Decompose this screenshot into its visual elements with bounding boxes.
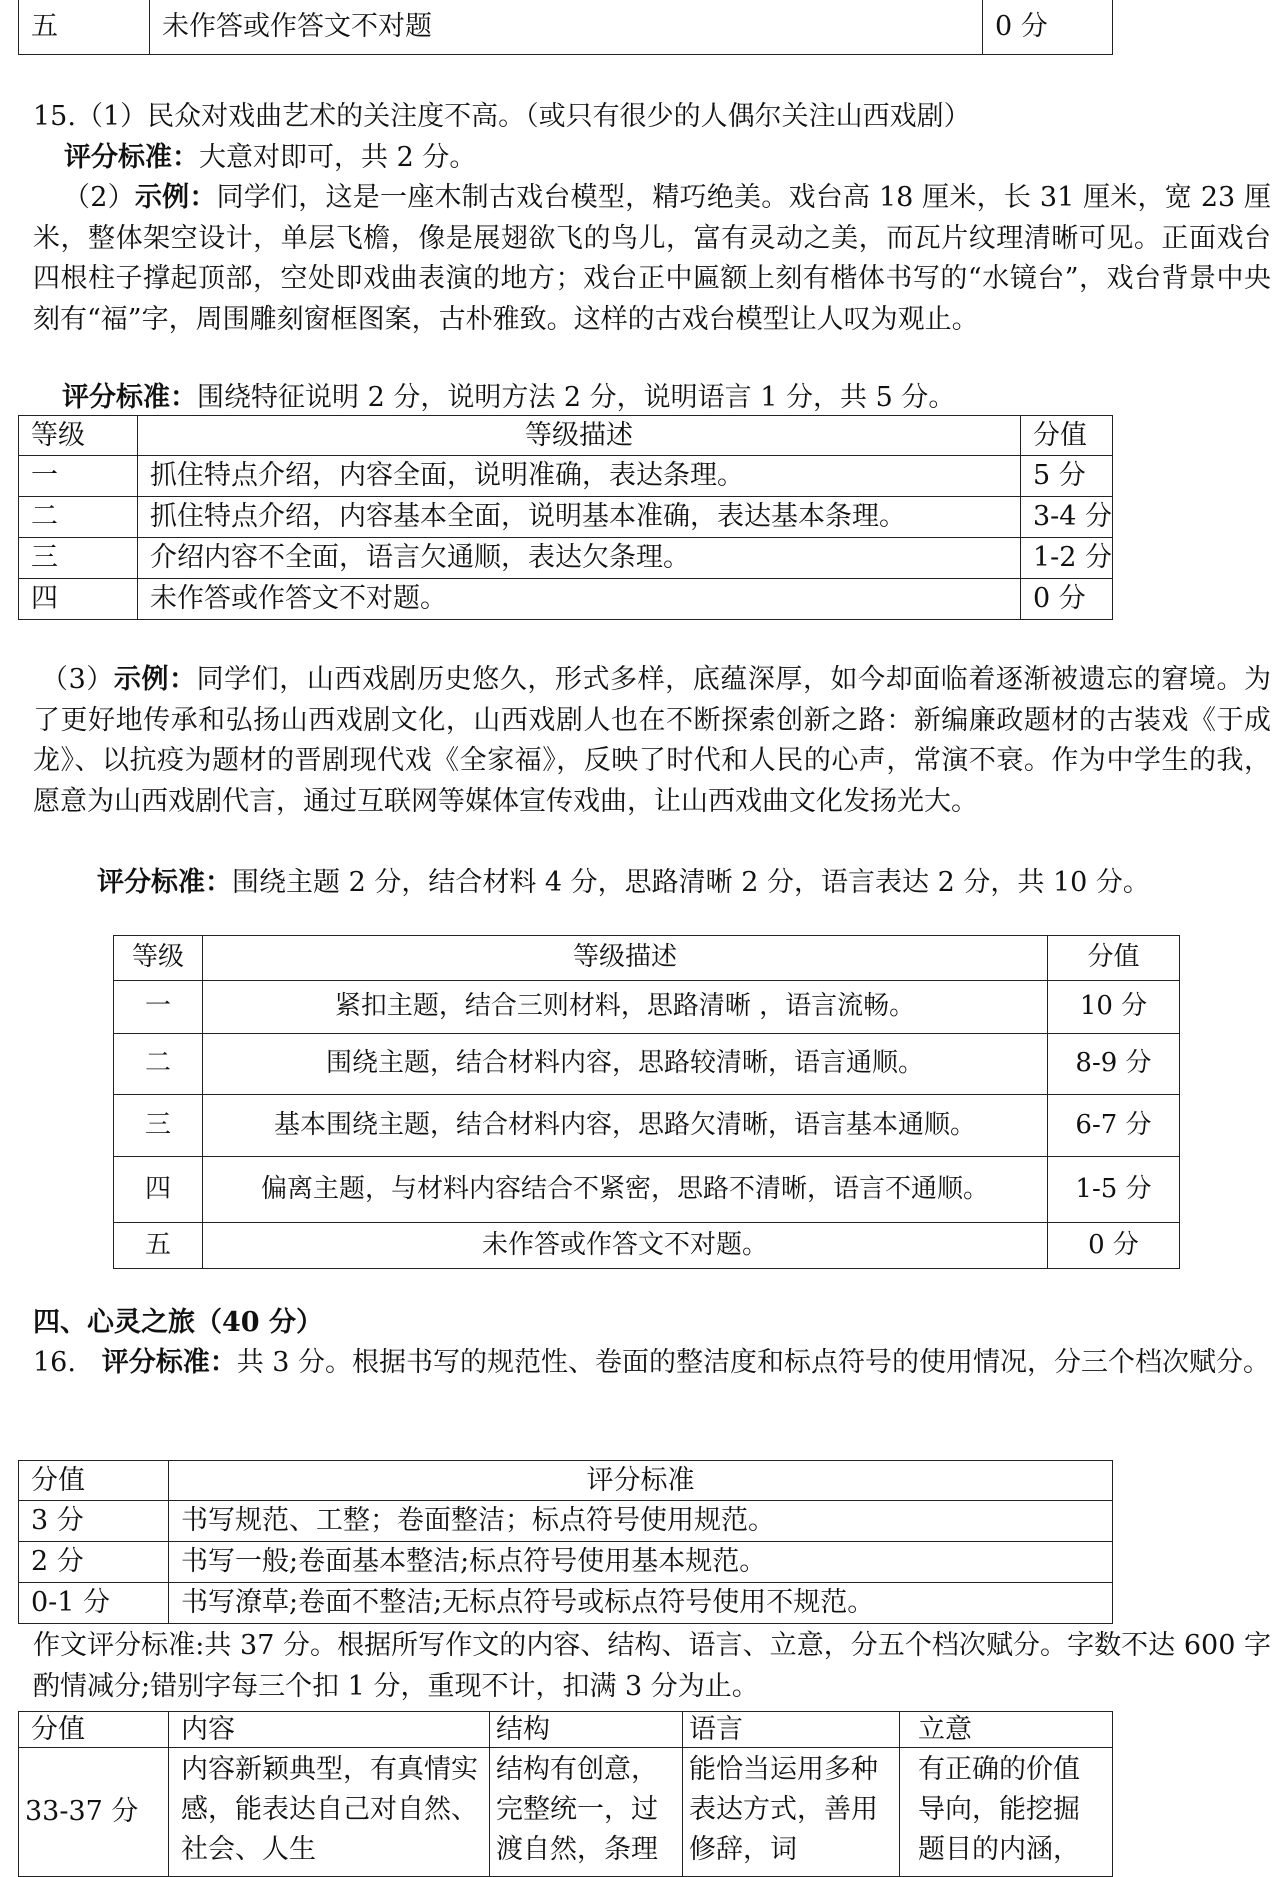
theme-cell: 有正确的价值导向，能挖掘题目的内涵， <box>900 1748 1113 1877</box>
content-cell: 内容新颖典型，有真情实感，能表达自己对自然、社会、人生 <box>169 1748 490 1877</box>
header-score: 分值 <box>19 1712 169 1748</box>
table-row <box>19 1542 1113 1583</box>
header-standard: 评分标准 <box>169 1461 1113 1501</box>
score-cell: 3-4 分 <box>1020 497 1112 538</box>
q15-part3-rule <box>97 863 1150 903</box>
table-row <box>19 579 1113 620</box>
header-score: 分值 <box>1020 416 1112 456</box>
table-header-row <box>19 1712 1113 1748</box>
section-title: 四、心灵之旅（40 分） <box>33 1307 323 1338</box>
grade-cell: 二 <box>19 497 138 538</box>
table-row <box>19 456 1113 497</box>
score-cell: 1-2 分 <box>1020 538 1112 579</box>
grade-cell: 三 <box>114 1095 203 1157</box>
desc-cell: 偏离主题，与材料内容结合不紧密，思路不清晰，语言不通顺。 <box>203 1157 1048 1223</box>
desc-cell: 围绕主题，结合材料内容，思路较清晰，语言通顺。 <box>203 1034 1048 1095</box>
header-content: 内容 <box>169 1712 490 1748</box>
table-row <box>19 1501 1113 1542</box>
language-cell: 能恰当运用多种表达方式，善用修辞，词 <box>683 1748 900 1877</box>
essay-rule: 作文评分标准:共 37 分。根据所写作文的内容、结构、语言、立意，分五个档次赋分。字数不达 600 字酌情减分;错别字每三个扣 1 分，重现不计，扣满 3 分为止。 <box>33 1630 1271 1702</box>
score-cell: 1-5 分 <box>1048 1157 1180 1223</box>
standard-cell: 书写一般;卷面基本整洁;标点符号使用基本规范。 <box>169 1542 1113 1583</box>
header-theme: 立意 <box>900 1712 1113 1748</box>
q15-part1-rule <box>64 138 476 178</box>
grade-cell: 五 <box>114 1223 203 1269</box>
table-row <box>19 0 1113 55</box>
rule-label: 评分标准： <box>64 142 199 173</box>
grade-cell: 三 <box>19 538 138 579</box>
structure-cell: 结构有创意，完整统一，过渡自然，条理 <box>490 1748 683 1877</box>
desc-cell: 抓住特点介绍，内容全面，说明准确，表达条理。 <box>137 456 1020 497</box>
rule-label: 评分标准： <box>97 867 232 898</box>
table-row <box>114 1034 1180 1095</box>
score-cell: 0 分 <box>1020 579 1112 620</box>
grade-cell: 四 <box>19 579 138 620</box>
essay-score-table <box>18 1711 1113 1877</box>
table-row <box>114 1223 1180 1269</box>
grade-cell: 一 <box>19 456 138 497</box>
q15-part2-grade-table <box>18 415 1113 620</box>
grade-cell: 一 <box>114 981 203 1034</box>
table-row <box>19 1583 1113 1624</box>
score-cell: 0 分 <box>1048 1223 1180 1269</box>
q16-rule <box>33 1343 1271 1384</box>
rule-label: 评分标准： <box>62 382 197 413</box>
header-score: 分值 <box>1048 936 1180 981</box>
rule-text: 大意对即可，共 2 分。 <box>199 142 477 173</box>
score-cell: 2 分 <box>19 1542 169 1583</box>
score-cell: 10 分 <box>1048 981 1180 1034</box>
q15-part2-rule <box>62 378 955 418</box>
table-header-row <box>19 1461 1113 1501</box>
example-label: 示例： <box>134 182 217 213</box>
q15-part3-grade-table <box>113 935 1180 1269</box>
q15-part2-example <box>33 178 1271 340</box>
desc-cell: 未作答或作答文不对题 <box>150 0 983 55</box>
header-desc: 等级描述 <box>137 416 1020 456</box>
example-text: 同学们，山西戏剧历史悠久，形式多样，底蕴深厚，如今却面临着逐渐被遗忘的窘境。为了更好地传承和弘扬山西戏剧文化，山西戏剧人也在不断探索创新之路：新编廉政题材的古装戏《于成龙》、以抗疫为题材的晋剧现代戏《全家福》，反映了时代和人民的心声，常演不衰。作为中学生的我，愿意为山西戏剧代言，通过互联网等媒体宣传戏曲，让山西戏曲文化发扬光大。 <box>33 664 1272 817</box>
desc-cell: 未作答或作答文不对题。 <box>203 1223 1048 1269</box>
score-cell: 8-9 分 <box>1048 1034 1180 1095</box>
prev-table-tail <box>18 0 1113 55</box>
table-row <box>114 981 1180 1034</box>
grade-cell: 五 <box>19 0 150 55</box>
score-cell: 6-7 分 <box>1048 1095 1180 1157</box>
rule-text: 围绕特征说明 2 分，说明方法 2 分，说明语言 1 分，共 5 分。 <box>197 382 956 413</box>
table-header-row <box>114 936 1180 981</box>
header-grade: 等级 <box>114 936 203 981</box>
table-header-row <box>19 416 1113 456</box>
table-row <box>19 538 1113 579</box>
grade-cell: 四 <box>114 1157 203 1223</box>
desc-cell: 抓住特点介绍，内容基本全面，说明基本准确，表达基本条理。 <box>137 497 1020 538</box>
table-row <box>19 497 1113 538</box>
example-label: 示例： <box>113 664 197 695</box>
table-row <box>19 1748 1113 1877</box>
score-cell: 5 分 <box>1020 456 1112 497</box>
standard-cell: 书写规范、工整；卷面整洁；标点符号使用规范。 <box>169 1501 1113 1542</box>
rule-text: 共 3 分。根据书写的规范性、卷面的整洁度和标点符号的使用情况，分三个档次赋分。 <box>236 1347 1271 1378</box>
desc-cell: 紧扣主题，结合三则材料，思路清晰 ，语言流畅。 <box>203 981 1048 1034</box>
example-text: 同学们，这是一座木制古戏台模型，精巧绝美。戏台高 18 厘米，长 31 厘米，宽 23 厘米，整体架空设计，单层飞檐，像是展翅欲飞的鸟儿，富有灵动之美，而瓦片纹理清晰可见。正面戏台四根柱子撑起顶部，空处即戏曲表演的地方；戏台正中匾额上刻有楷体书写的“水镜台”，戏台背景中央刻有“福”字，周围雕刻窗框图案，古朴雅致。这样的古戏台模型让人叹为观止。 <box>33 182 1271 335</box>
header-desc: 等级描述 <box>203 936 1048 981</box>
score-cell: 33-37 分 <box>19 1748 169 1877</box>
header-grade: 等级 <box>19 416 138 456</box>
standard-cell: 书写潦草;卷面不整洁;无标点符号或标点符号使用不规范。 <box>169 1583 1113 1624</box>
part-number: （3） <box>41 664 114 695</box>
desc-cell: 基本围绕主题，结合材料内容，思路欠清晰，语言基本通顺。 <box>203 1095 1048 1157</box>
handwriting-score-table <box>18 1460 1113 1624</box>
part-number: （2） <box>63 182 135 213</box>
rule-text: 围绕主题 2 分，结合材料 4 分，思路清晰 2 分，语言表达 2 分，共 10 分。 <box>232 867 1150 898</box>
grade-cell: 二 <box>114 1034 203 1095</box>
score-cell: 0 分 <box>983 0 1113 55</box>
table-row <box>114 1095 1180 1157</box>
score-cell: 3 分 <box>19 1501 169 1542</box>
header-language: 语言 <box>683 1712 900 1748</box>
score-cell: 0-1 分 <box>19 1583 169 1624</box>
desc-cell: 未作答或作答文不对题。 <box>137 579 1020 620</box>
q15-part3-example <box>33 660 1271 822</box>
table-row <box>114 1157 1180 1223</box>
header-score: 分值 <box>19 1461 169 1501</box>
header-structure: 结构 <box>490 1712 683 1748</box>
question-number: 16. <box>33 1347 76 1378</box>
rule-label: 评分标准： <box>101 1347 237 1378</box>
desc-cell: 介绍内容不全面，语言欠通顺，表达欠条理。 <box>137 538 1020 579</box>
q15-part1: 15.（1）民众对戏曲艺术的关注度不高。（或只有很少的人偶尔关注山西戏剧） <box>33 101 971 132</box>
